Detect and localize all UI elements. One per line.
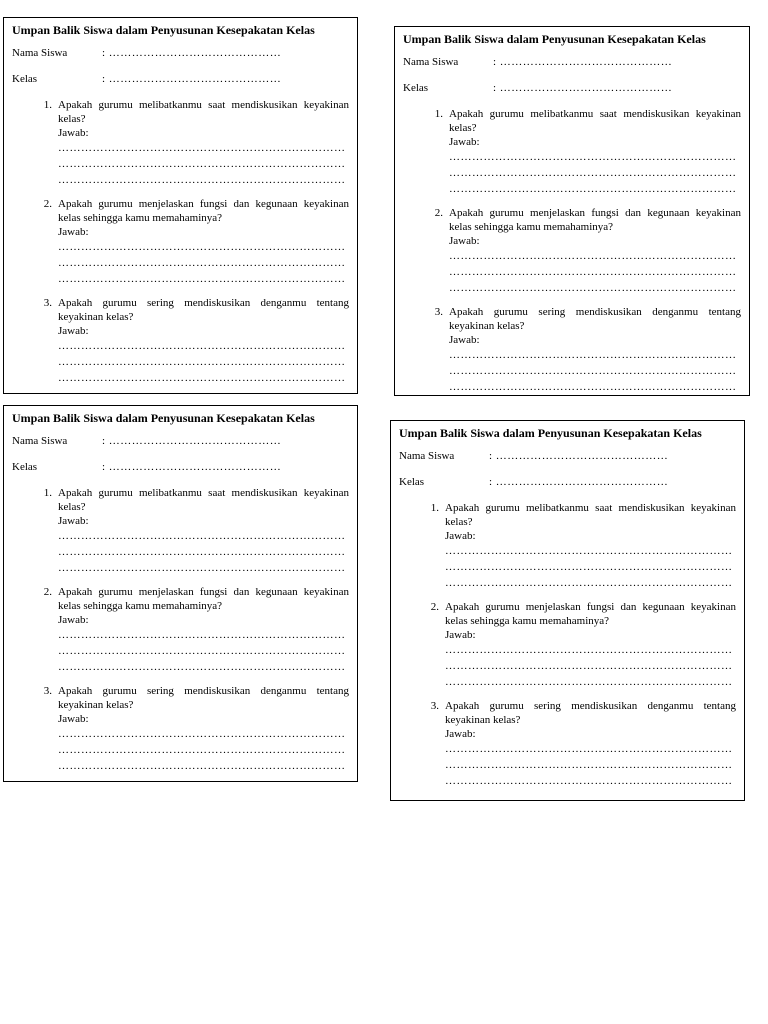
- question-number: 3.: [43, 297, 52, 309]
- answer-line[interactable]: …………………………………………………………………: [58, 728, 346, 740]
- question-item: [403, 305, 741, 395]
- student-name-blank[interactable]: : ………………………………………: [493, 56, 673, 68]
- feedback-form-2: [394, 26, 750, 396]
- question-text: Apakah gurumu menjelaskan fungsi dan kegunaan keyakinan kelas sehingga kamu memahaminya?: [445, 601, 736, 627]
- answer-label: Jawab:: [445, 728, 476, 740]
- answer-line[interactable]: …………………………………………………………………: [449, 381, 737, 393]
- question-list: [12, 98, 349, 386]
- answer-line[interactable]: …………………………………………………………………: [58, 273, 346, 285]
- feedback-form-1: [3, 17, 358, 394]
- class-label: Kelas: [12, 73, 38, 85]
- question-number: 3.: [43, 685, 52, 697]
- student-name-field: [403, 55, 741, 69]
- answer-line[interactable]: …………………………………………………………………: [449, 349, 737, 361]
- answer-label: Jawab:: [58, 614, 89, 626]
- answer-line[interactable]: …………………………………………………………………: [445, 660, 733, 672]
- student-name-label: Nama Siswa: [403, 56, 459, 68]
- question-item: [399, 600, 736, 690]
- question-number: 2.: [43, 586, 52, 598]
- question-text: Apakah gurumu melibatkanmu saat mendiskusikan keyakinan kelas?: [449, 108, 741, 134]
- answer-line[interactable]: …………………………………………………………………: [58, 645, 346, 657]
- question-text: Apakah gurumu melibatkanmu saat mendiskusikan keyakinan kelas?: [58, 487, 349, 513]
- answer-line[interactable]: …………………………………………………………………: [445, 775, 733, 787]
- answer-label: Jawab:: [58, 226, 89, 238]
- answer-line[interactable]: …………………………………………………………………: [445, 759, 733, 771]
- student-name-label: Nama Siswa: [12, 435, 68, 447]
- class-blank[interactable]: : ………………………………………: [489, 476, 669, 488]
- question-number: 3.: [430, 700, 439, 712]
- form-title: Umpan Balik Siswa dalam Penyusunan Kesepakatan Kelas: [403, 32, 706, 46]
- question-item: [12, 585, 349, 675]
- feedback-form-4: [390, 420, 745, 801]
- answer-line[interactable]: …………………………………………………………………: [449, 167, 737, 179]
- class-field: [399, 475, 736, 489]
- question-number: 2.: [434, 207, 443, 219]
- answer-label: Jawab:: [58, 325, 89, 337]
- answer-label: Jawab:: [58, 127, 89, 139]
- question-item: [12, 486, 349, 576]
- student-name-field: [12, 46, 349, 60]
- class-blank[interactable]: : ………………………………………: [102, 73, 282, 85]
- question-number: 1.: [43, 487, 52, 499]
- answer-line[interactable]: …………………………………………………………………: [58, 629, 346, 641]
- student-name-field: [12, 434, 349, 448]
- answer-line[interactable]: …………………………………………………………………: [445, 743, 733, 755]
- question-text: Apakah gurumu sering mendiskusikan denganmu tentang keyakinan kelas?: [445, 700, 736, 726]
- answer-line[interactable]: …………………………………………………………………: [449, 282, 737, 294]
- class-label: Kelas: [403, 82, 429, 94]
- question-text: Apakah gurumu sering mendiskusikan denganmu tentang keyakinan kelas?: [58, 297, 349, 323]
- answer-line[interactable]: …………………………………………………………………: [58, 158, 346, 170]
- question-text: Apakah gurumu melibatkanmu saat mendiskusikan keyakinan kelas?: [445, 502, 736, 528]
- answer-line[interactable]: …………………………………………………………………: [449, 250, 737, 262]
- question-text: Apakah gurumu sering mendiskusikan denganmu tentang keyakinan kelas?: [58, 685, 349, 711]
- student-name-blank[interactable]: : ………………………………………: [102, 47, 282, 59]
- answer-line[interactable]: …………………………………………………………………: [445, 644, 733, 656]
- answer-line[interactable]: …………………………………………………………………: [58, 257, 346, 269]
- answer-line[interactable]: …………………………………………………………………: [58, 546, 346, 558]
- answer-line[interactable]: …………………………………………………………………: [449, 183, 737, 195]
- question-number: 3.: [434, 306, 443, 318]
- form-title: Umpan Balik Siswa dalam Penyusunan Kesepakatan Kelas: [12, 23, 315, 37]
- answer-line[interactable]: …………………………………………………………………: [445, 561, 733, 573]
- form-title: Umpan Balik Siswa dalam Penyusunan Kesepakatan Kelas: [12, 411, 315, 425]
- question-item: [399, 699, 736, 789]
- answer-line[interactable]: …………………………………………………………………: [449, 365, 737, 377]
- question-number: 2.: [43, 198, 52, 210]
- answer-line[interactable]: …………………………………………………………………: [58, 562, 346, 574]
- question-item: [403, 107, 741, 197]
- answer-line[interactable]: …………………………………………………………………: [445, 545, 733, 557]
- question-item: [403, 206, 741, 296]
- question-text: Apakah gurumu menjelaskan fungsi dan kegunaan keyakinan kelas sehingga kamu memahaminya?: [58, 198, 349, 224]
- answer-label: Jawab:: [445, 530, 476, 542]
- question-text: Apakah gurumu menjelaskan fungsi dan kegunaan keyakinan kelas sehingga kamu memahaminya?: [58, 586, 349, 612]
- answer-line[interactable]: …………………………………………………………………: [58, 174, 346, 186]
- student-name-label: Nama Siswa: [399, 450, 455, 462]
- question-number: 1.: [430, 502, 439, 514]
- class-field: [403, 81, 741, 95]
- answer-line[interactable]: …………………………………………………………………: [445, 676, 733, 688]
- form-title: Umpan Balik Siswa dalam Penyusunan Kesepakatan Kelas: [399, 426, 702, 440]
- answer-label: Jawab:: [449, 136, 480, 148]
- answer-line[interactable]: …………………………………………………………………: [58, 744, 346, 756]
- question-number: 1.: [43, 99, 52, 111]
- answer-line[interactable]: …………………………………………………………………: [58, 372, 346, 384]
- student-name-blank[interactable]: : ………………………………………: [489, 450, 669, 462]
- question-text: Apakah gurumu melibatkanmu saat mendiskusikan keyakinan kelas?: [58, 99, 349, 125]
- student-name-blank[interactable]: : ………………………………………: [102, 435, 282, 447]
- answer-line[interactable]: …………………………………………………………………: [449, 151, 737, 163]
- question-item: [12, 197, 349, 287]
- answer-line[interactable]: …………………………………………………………………: [58, 530, 346, 542]
- answer-line[interactable]: …………………………………………………………………: [445, 577, 733, 589]
- answer-line[interactable]: …………………………………………………………………: [58, 340, 346, 352]
- class-field: [12, 460, 349, 474]
- answer-label: Jawab:: [449, 334, 480, 346]
- question-text: Apakah gurumu sering mendiskusikan denganmu tentang keyakinan kelas?: [449, 306, 741, 332]
- class-blank[interactable]: : ………………………………………: [102, 461, 282, 473]
- question-text: Apakah gurumu menjelaskan fungsi dan kegunaan keyakinan kelas sehingga kamu memahaminya?: [449, 207, 741, 233]
- answer-label: Jawab:: [58, 713, 89, 725]
- question-list: [399, 501, 736, 789]
- question-item: [12, 296, 349, 386]
- answer-line[interactable]: …………………………………………………………………: [449, 266, 737, 278]
- question-list: [12, 486, 349, 774]
- class-label: Kelas: [12, 461, 38, 473]
- question-item: [399, 501, 736, 591]
- feedback-form-3: [3, 405, 358, 782]
- answer-line[interactable]: …………………………………………………………………: [58, 760, 346, 772]
- answer-line[interactable]: …………………………………………………………………: [58, 241, 346, 253]
- answer-label: Jawab:: [449, 235, 480, 247]
- answer-label: Jawab:: [58, 515, 89, 527]
- question-item: [12, 684, 349, 774]
- student-name-field: [399, 449, 736, 463]
- class-blank[interactable]: : ………………………………………: [493, 82, 673, 94]
- question-list: [403, 107, 741, 395]
- question-number: 2.: [430, 601, 439, 613]
- student-name-label: Nama Siswa: [12, 47, 68, 59]
- class-field: [12, 72, 349, 86]
- question-item: [12, 98, 349, 188]
- answer-line[interactable]: …………………………………………………………………: [58, 661, 346, 673]
- class-label: Kelas: [399, 476, 425, 488]
- answer-line[interactable]: …………………………………………………………………: [58, 142, 346, 154]
- answer-line[interactable]: …………………………………………………………………: [58, 356, 346, 368]
- answer-label: Jawab:: [445, 629, 476, 641]
- question-number: 1.: [434, 108, 443, 120]
